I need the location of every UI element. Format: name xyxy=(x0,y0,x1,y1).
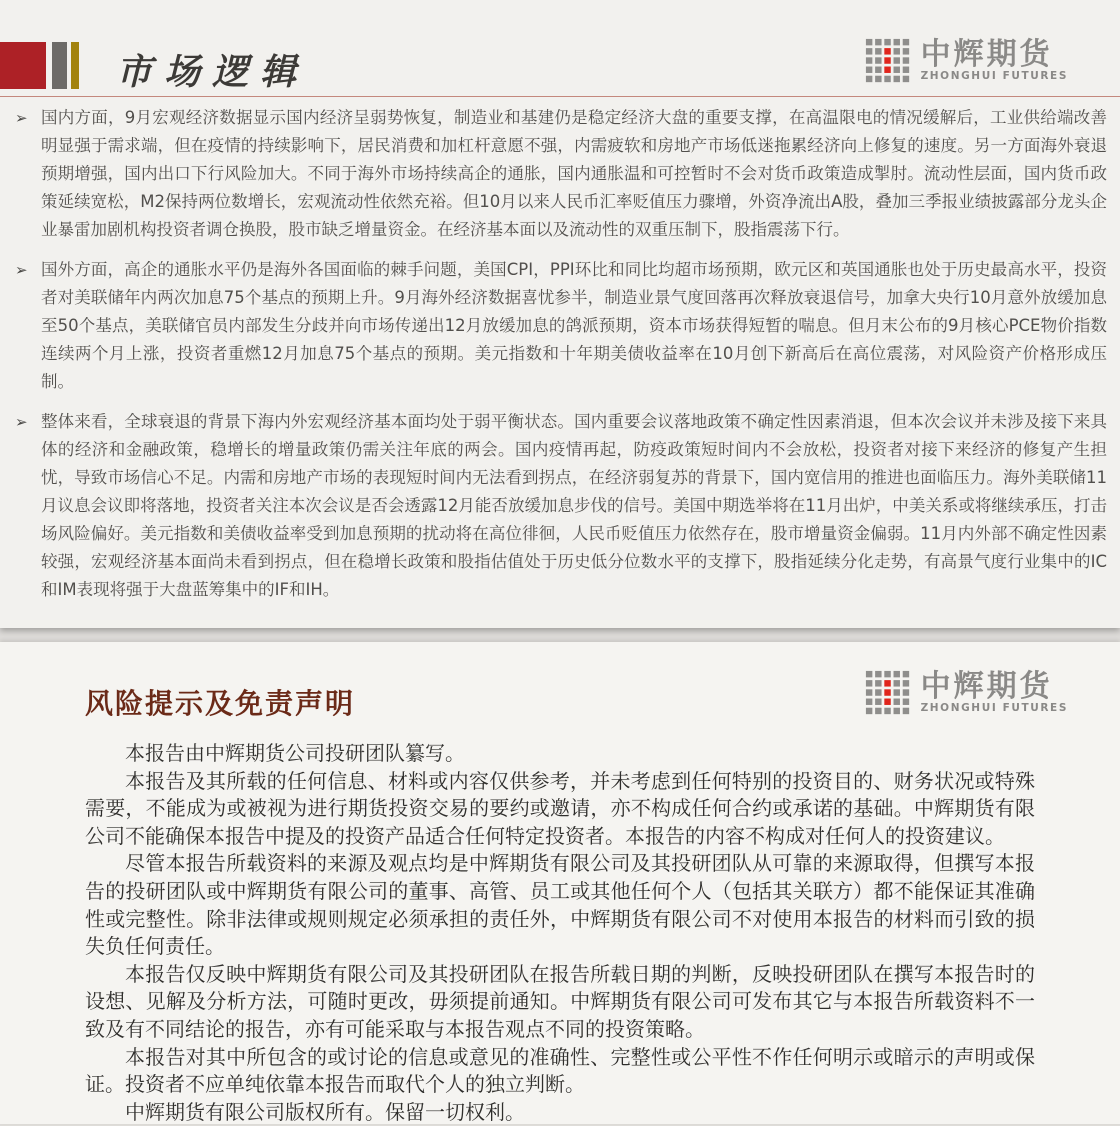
logo-company-name: 中辉期货 xyxy=(920,36,1053,72)
company-logo xyxy=(865,38,1068,84)
bullet-item-overseas xyxy=(15,256,1107,396)
bullet-list xyxy=(0,97,1120,604)
bullet-text-domestic: 国内方面，9月宏观经济数据显示国内经济呈弱势恢复，制造业和基建仍是稳定经济大盘的重要支撑，在高温限电的情况缓解后，工业供给端改善明显强于需求端，但在疫情的持续影响下，居民消费和加杠杆意愿不强，内需疲软和房地产市场低迷拖累经济向上修复的速度。另一方面海外衰退预期增强，国内出口下行风险加大。不同于海外市场持续高企的通胀，国内通胀温和可控暂时不会对货币政策造成掣肘。流动性层面，国内货币政策延续宽松，M2保持两位数增长，宏观流动性依然充裕。但10月以来人民币汇率贬值压力骤增，外资净流出A股，叠加三季报业绩披露部分龙头企业暴雷加剧机构投资者调仓换股，股市缺乏增量资金。在经济基本面以及流动性的双重压制下，股指震荡下行。 xyxy=(41,108,1107,239)
disclaimer-slide xyxy=(0,642,1120,1124)
logo-company-subtitle: ZHONGHUI FUTURES xyxy=(920,69,1068,82)
decorative-gray-block xyxy=(52,42,67,89)
disclaimer-body xyxy=(85,740,1035,1126)
decorative-gold-block xyxy=(71,42,79,89)
logo-grid-icon xyxy=(865,670,921,716)
disclaimer-paragraph: 本报告及其所载的任何信息、材料或内容仅供参考，并未考虑到任何特别的投资目的、财务状况或特殊需要，不能成为或被视为进行期货投资交易的要约或邀请，亦不构成任何合约或承诺的基础。中辉期货有限公司不能确保本报告中提及的投资产品适合任何特定投资者。本报告的内容不构成对任何人的投资建议。 xyxy=(85,768,1035,848)
company-logo xyxy=(865,670,1068,716)
disclaimer-paragraph: 中辉期货有限公司版权所有。保留一切权利。 xyxy=(125,1099,525,1124)
decorative-red-block xyxy=(0,42,46,89)
bullet-text-overall: 整体来看，全球衰退的背景下海内外宏观经济基本面均处于弱平衡状态。国内重要会议落地政策不确定性因素消退，但本次会议并未涉及接下来具体的经济和金融政策，稳增长的增量政策仍需关注年底的两会。国内疫情再起，防疫政策短时间内不会放松，投资者对接下来经济的修复产生担忧，导致市场信心不足。内需和房地产市场的表现短时间内无法看到拐点，在经济弱复苏的背景下，国内宽信用的推进也面临压力。海外美联储11月议息会议即将落地，投资者关注本次会议是否会透露12月能否放缓加息步伐的信号。美国中期选举将在11月出炉，中美关系或将继续承压，打击场风险偏好。美元指数和美债收益率受到加息预期的扰动将在高位徘徊，人民币贬值压力依然存在，股市增量资金偏弱。11月内外部不确定性因素较强，宏观经济基本面尚未看到拐点，但在稳增长政策和股指估值处于历史低分位数水平的支撑下，股指延续分化走势，有高景气度行业集中的IC和IM表现将强于大盘蓝筹集中的IF和IH。 xyxy=(41,412,1107,599)
logo-grid-icon xyxy=(865,38,921,84)
arrow-bullet-icon: ➢ xyxy=(15,109,28,127)
arrow-bullet-icon: ➢ xyxy=(15,413,28,431)
bullet-item-domestic xyxy=(15,104,1107,244)
bullet-text-overseas: 国外方面，高企的通胀水平仍是海外各国面临的棘手问题，美国CPI，PPI环比和同比均超市场预期，欧元区和英国通胀也处于历史最高水平，投资者对美联储年内两次加息75个基点的预期上升。9月海外经济数据喜忧参半，制造业景气度回落再次释放衰退信号，加拿大央行10月意外放缓加息至50个基点，美联储官员内部发生分歧并向市场传递出12月放缓加息的鸽派预期，资本市场获得短暂的喘息。但月末公布的9月核心PCE物价指数连续两个月上涨，投资者重燃12月加息75个基点的预期。美元指数和十年期美债收益率在10月创下新高后在高位震荡，对风险资产价格形成压制。 xyxy=(41,260,1107,391)
slide-header xyxy=(0,0,1120,97)
bullet-item-overall xyxy=(15,408,1107,604)
disclaimer-paragraph: 尽管本报告所载资料的来源及观点均是中辉期货有限公司及其投研团队从可靠的来源取得，但撰写本报告的投研团队或中辉期货有限公司的董事、高管、员工或其他任何个人（包括其关联方）都不能保证其准确性或完整性。除非法律或规则规定必须承担的责任外，中辉期货有限公司不对使用本报告的材料而引致的损失负任何责任。 xyxy=(85,851,1035,959)
logo-company-subtitle: ZHONGHUI FUTURES xyxy=(920,701,1068,714)
disclaimer-paragraph: 本报告由中辉期货公司投研团队纂写。 xyxy=(125,741,465,765)
arrow-bullet-icon: ➢ xyxy=(15,261,28,279)
logo-company-name: 中辉期货 xyxy=(920,668,1053,704)
page-title: 市场逻辑 xyxy=(116,51,309,93)
disclaimer-title: 风险提示及免责声明 xyxy=(85,687,356,720)
disclaimer-paragraph: 本报告对其中所包含的或讨论的信息或意见的准确性、完整性或公平性不作任何明示或暗示的声明或保证。投资者不应单纯依靠本报告而取代个人的独立判断。 xyxy=(85,1044,1035,1097)
disclaimer-paragraph: 本报告仅反映中辉期货有限公司及其投研团队在报告所载日期的判断，反映投研团队在撰写本报告时的设想、见解及分析方法，可随时更改，毋须提前通知。中辉期货有限公司可发布其它与本报告所载资料不一致及有不同结论的报告，亦有可能采取与本报告观点不同的投资策略。 xyxy=(85,961,1035,1041)
